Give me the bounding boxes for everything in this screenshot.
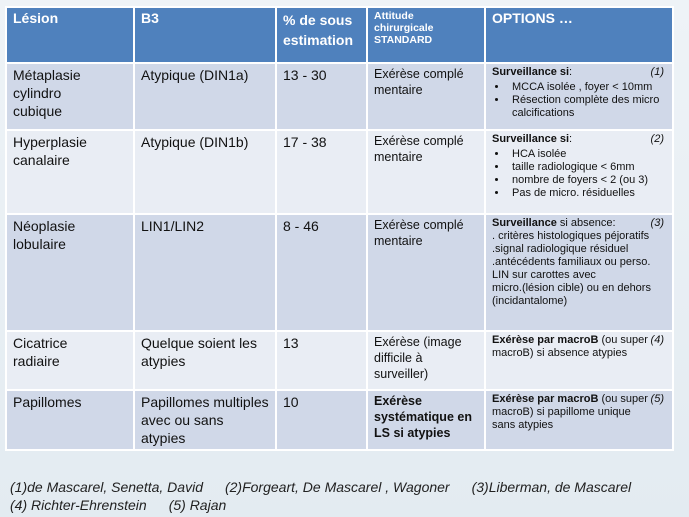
- attitude-cell: [367, 214, 485, 331]
- options-reference-number: (1): [650, 66, 664, 78]
- b3-cell: Atypique (DIN1b): [134, 130, 276, 214]
- lesion-name-line: Cicatrice: [13, 335, 68, 351]
- table-row: [6, 214, 673, 331]
- options-lead-rest: :: [569, 133, 573, 145]
- options-text-line: (incidantalome): [492, 295, 568, 307]
- underestimation-cell: 13: [276, 331, 367, 390]
- underestimation-cell: 17 - 38: [276, 130, 367, 214]
- header-attitude-line3: STANDARD: [374, 34, 433, 46]
- options-text-line: macroB) si papillome unique: [492, 406, 631, 418]
- options-cell: [485, 214, 673, 331]
- attitude-line: Exérèse: [374, 394, 422, 408]
- options-lead: [492, 334, 666, 347]
- lesion-name-line: Néoplasie: [13, 218, 76, 234]
- underestimation-cell: 10: [276, 390, 367, 450]
- options-reference-number: (5): [650, 393, 664, 405]
- lesion-cell: [6, 130, 134, 214]
- options-cell: [485, 130, 673, 214]
- lesion-name-line: Métaplasie: [13, 67, 81, 83]
- attitude-line: Exérèse (image: [374, 335, 462, 349]
- lesion-name-line: canalaire: [13, 152, 70, 168]
- options-list-item: • MCCA isolée , foyer < 10mm: [508, 81, 666, 94]
- b3-cell: Quelque soient les atypies: [134, 331, 276, 390]
- reference-4: (4) Richter-Ehrenstein: [10, 497, 147, 513]
- references-line-1: [10, 479, 653, 495]
- lesion-cell: [6, 214, 134, 331]
- options-list: [492, 81, 666, 120]
- options-text-line: macroB) si absence atypies: [492, 347, 628, 359]
- options-cell: [485, 390, 673, 450]
- header-attitude: [367, 7, 485, 63]
- attitude-line: mentaire: [374, 234, 423, 248]
- attitude-line: systématique en: [374, 410, 472, 424]
- underestimation-cell: 8 - 46: [276, 214, 367, 331]
- options-lead-bold: Exérèse par macroB: [492, 334, 599, 346]
- options-reference-number: (2): [650, 133, 664, 145]
- references-line-2: [10, 497, 248, 513]
- options-cell: [485, 331, 673, 390]
- lesion-cell: [6, 331, 134, 390]
- lesion-name-line: lobulaire: [13, 236, 66, 252]
- attitude-line: Exérèse complé: [374, 67, 464, 81]
- options-list-item: • Pas de micro. résiduelles: [508, 187, 666, 200]
- lesion-name-line: Papillomes: [13, 394, 82, 410]
- lesion-name-line: cubique: [13, 103, 63, 119]
- options-lead-bold: Surveillance: [492, 217, 557, 229]
- table-header-row: [6, 7, 673, 63]
- lesion-table: [5, 6, 674, 451]
- attitude-line: LS si atypies: [374, 426, 451, 440]
- options-list-item: • HCA isolée: [508, 148, 666, 161]
- b3-cell: Papillomes multiples avec ou sans atypies: [134, 390, 276, 450]
- header-options: OPTIONS …: [485, 7, 673, 63]
- attitude-cell: [367, 63, 485, 130]
- options-text-line: .signal radiologique résiduel: [492, 243, 629, 255]
- options-list: [492, 148, 666, 200]
- options-text-line: micro.(lésion cible) ou en dehors: [492, 282, 651, 294]
- attitude-line: mentaire: [374, 150, 423, 164]
- options-list-item: • nombre de foyers < 2 (ou 3): [508, 174, 666, 187]
- options-lead: [492, 66, 666, 79]
- attitude-cell: [367, 331, 485, 390]
- options-text-line: LIN sur carottes avec: [492, 269, 596, 281]
- header-sous-estimation: [276, 7, 367, 63]
- options-lead-bold: Exérèse par macroB: [492, 393, 599, 405]
- table-row: [6, 63, 673, 130]
- attitude-line: Exérèse complé: [374, 218, 464, 232]
- lesion-cell: [6, 390, 134, 450]
- lesion-name-line: cylindro: [13, 85, 62, 101]
- lesion-name-line: Hyperplasie: [13, 134, 87, 150]
- header-attitude-line1: Attitude: [374, 10, 414, 22]
- attitude-cell: [367, 390, 485, 450]
- header-sous-estimation-line1: % de sous: [283, 12, 353, 28]
- options-text-line: . critères histologiques péjoratifs: [492, 230, 650, 242]
- options-lead-rest: (ou super: [598, 334, 648, 346]
- options-lead-rest: (ou super: [598, 393, 648, 405]
- b3-cell: LIN1/LIN2: [134, 214, 276, 331]
- options-list-item: • taille radiologique < 6mm: [508, 161, 666, 174]
- reference-5: (5) Rajan: [168, 497, 227, 513]
- options-lead-bold: Surveillance si: [492, 133, 570, 145]
- options-lead: [492, 133, 666, 146]
- lesion-cell: [6, 63, 134, 130]
- options-list-item: • Résection complète des micro calcifications: [508, 94, 666, 120]
- table-row: [6, 390, 673, 450]
- underestimation-cell: 13 - 30: [276, 63, 367, 130]
- options-text-line: sans atypies: [492, 419, 554, 431]
- options-lead-rest: si absence:: [556, 217, 616, 229]
- b3-cell: Atypique (DIN1a): [134, 63, 276, 130]
- attitude-line: difficile à: [374, 351, 423, 365]
- header-lesion: Lésion: [6, 7, 134, 63]
- attitude-line: Exérèse complé: [374, 134, 464, 148]
- options-lead: [492, 393, 666, 406]
- header-attitude-line2: chirurgicale: [374, 22, 434, 34]
- options-reference-number: (3): [650, 217, 664, 229]
- options-reference-number: (4): [650, 334, 664, 346]
- options-cell: [485, 63, 673, 130]
- header-sous-estimation-line2: estimation: [283, 32, 354, 48]
- reference-3: (3)Liberman, de Mascarel: [471, 479, 632, 495]
- attitude-line: surveiller): [374, 367, 429, 381]
- attitude-line: mentaire: [374, 83, 423, 97]
- reference-2: (2)Forgeart, De Mascarel , Wagoner: [224, 479, 450, 495]
- header-b3: B3: [134, 7, 276, 63]
- attitude-cell: [367, 130, 485, 214]
- options-lead-bold: Surveillance si: [492, 66, 570, 78]
- lesion-name-line: radiaire: [13, 353, 60, 369]
- table-row: [6, 331, 673, 390]
- options-lead: [492, 217, 666, 230]
- options-lead-rest: :: [569, 66, 573, 78]
- options-text-line: .antécédents familiaux ou perso.: [492, 256, 651, 268]
- reference-1: (1)de Mascarel, Senetta, David: [10, 479, 203, 495]
- table-row: [6, 130, 673, 214]
